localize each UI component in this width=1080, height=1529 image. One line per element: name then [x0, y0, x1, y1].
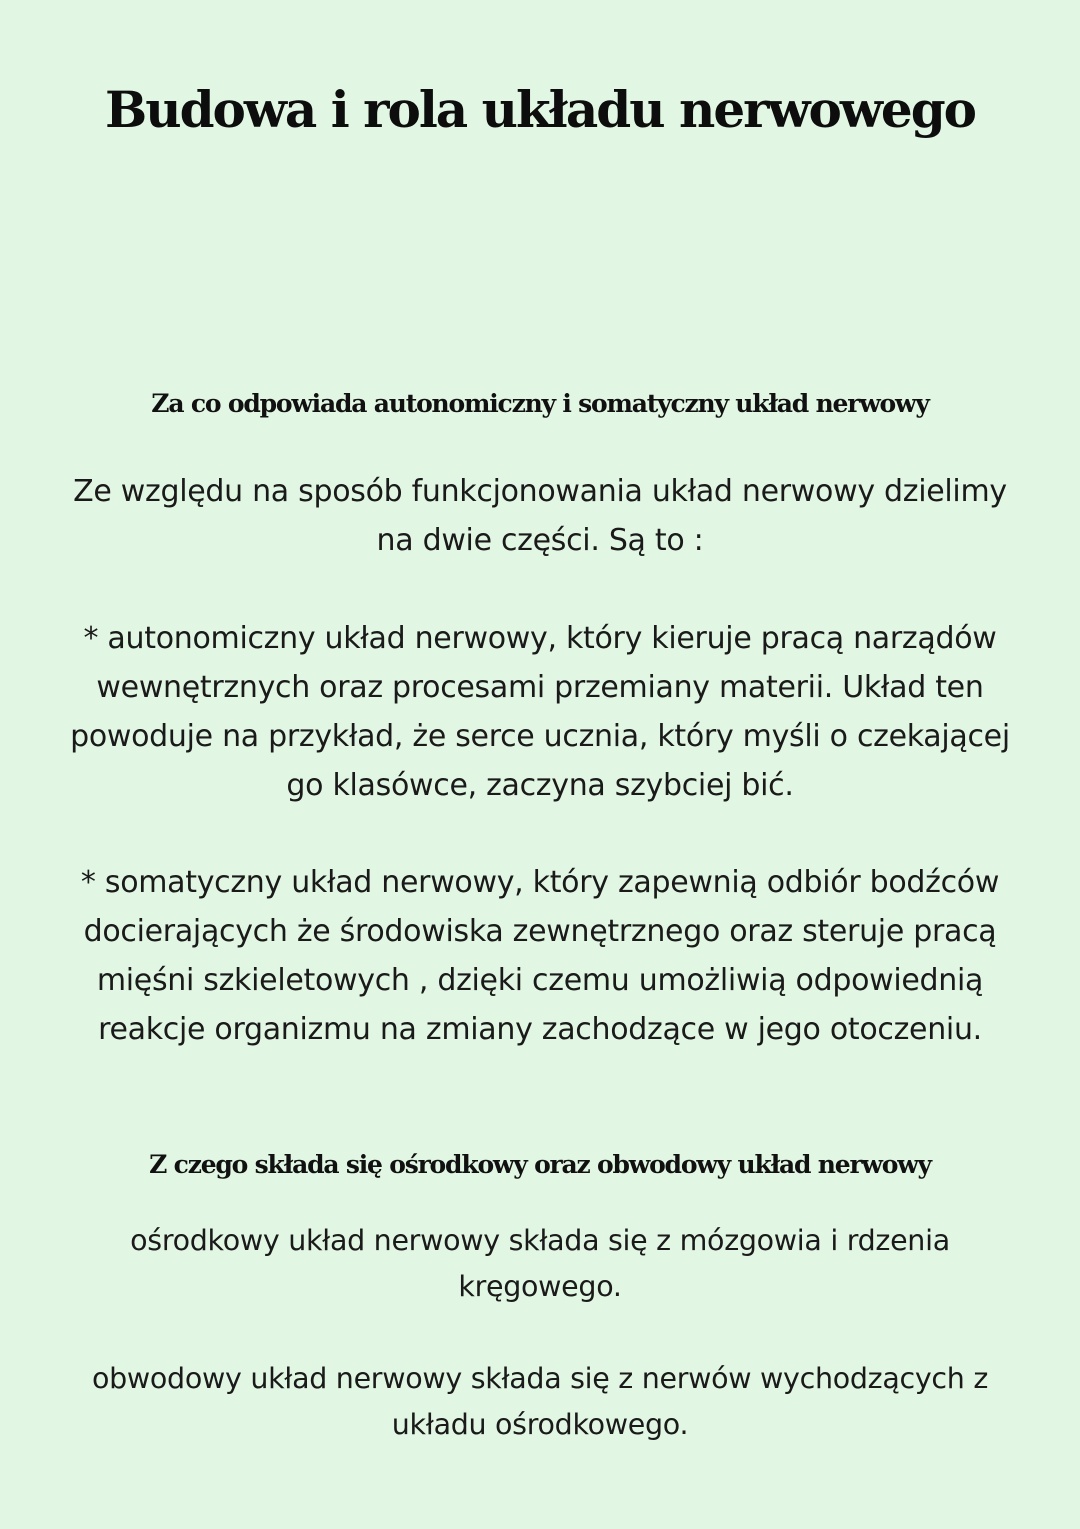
central-line: kręgowego.	[458, 1270, 622, 1303]
section-heading-autonomic-somatic: Za co odpowiada autonomiczny i somatyczny układ nerwowy	[151, 389, 929, 418]
somatic-line: mięśni szkieletowych , dzięki czemu umożliwią odpowiednią	[96, 963, 984, 998]
central-paragraph	[30, 1218, 1050, 1310]
somatic-line: reakcje organizmu na zmiany zachodzące w jego otoczeniu.	[98, 1012, 982, 1047]
intro-line: na dwie części. Są to :	[376, 523, 704, 558]
central-line: ośrodkowy układ nerwowy składa się z mózgowia i rdzenia	[130, 1224, 950, 1257]
somatic-line: * somatyczny układ nerwowy, który zapewnią odbiór bodźców	[80, 865, 1000, 900]
page-title: Budowa i rola układu nerwowego	[104, 80, 976, 139]
intro-paragraph	[30, 467, 1050, 565]
autonomic-line: powoduje na przykład, że serce ucznia, który myśli o czekającej	[70, 719, 1010, 754]
peripheral-paragraph	[30, 1356, 1050, 1448]
autonomic-line: wewnętrznych oraz procesami przemiany materii. Układ ten	[96, 670, 984, 705]
autonomic-line: go klasówce, zaczyna szybciej bić.	[286, 768, 794, 803]
autonomic-paragraph	[30, 614, 1050, 810]
autonomic-line: * autonomiczny układ nerwowy, który kieruje pracą narządów	[83, 621, 997, 656]
somatic-line: docierających że środowiska zewnętrznego oraz steruje pracą	[83, 914, 997, 949]
intro-line: Ze względu na sposób funkcjonowania układ nerwowy dzielimy	[73, 474, 1007, 509]
section-heading-central-peripheral: Z czego składa się ośrodkowy oraz obwodowy układ nerwowy	[149, 1150, 931, 1179]
peripheral-line: układu ośrodkowego.	[391, 1408, 689, 1441]
somatic-paragraph	[30, 858, 1050, 1054]
peripheral-line: obwodowy układ nerwowy składa się z nerwów wychodzących z	[91, 1362, 988, 1395]
